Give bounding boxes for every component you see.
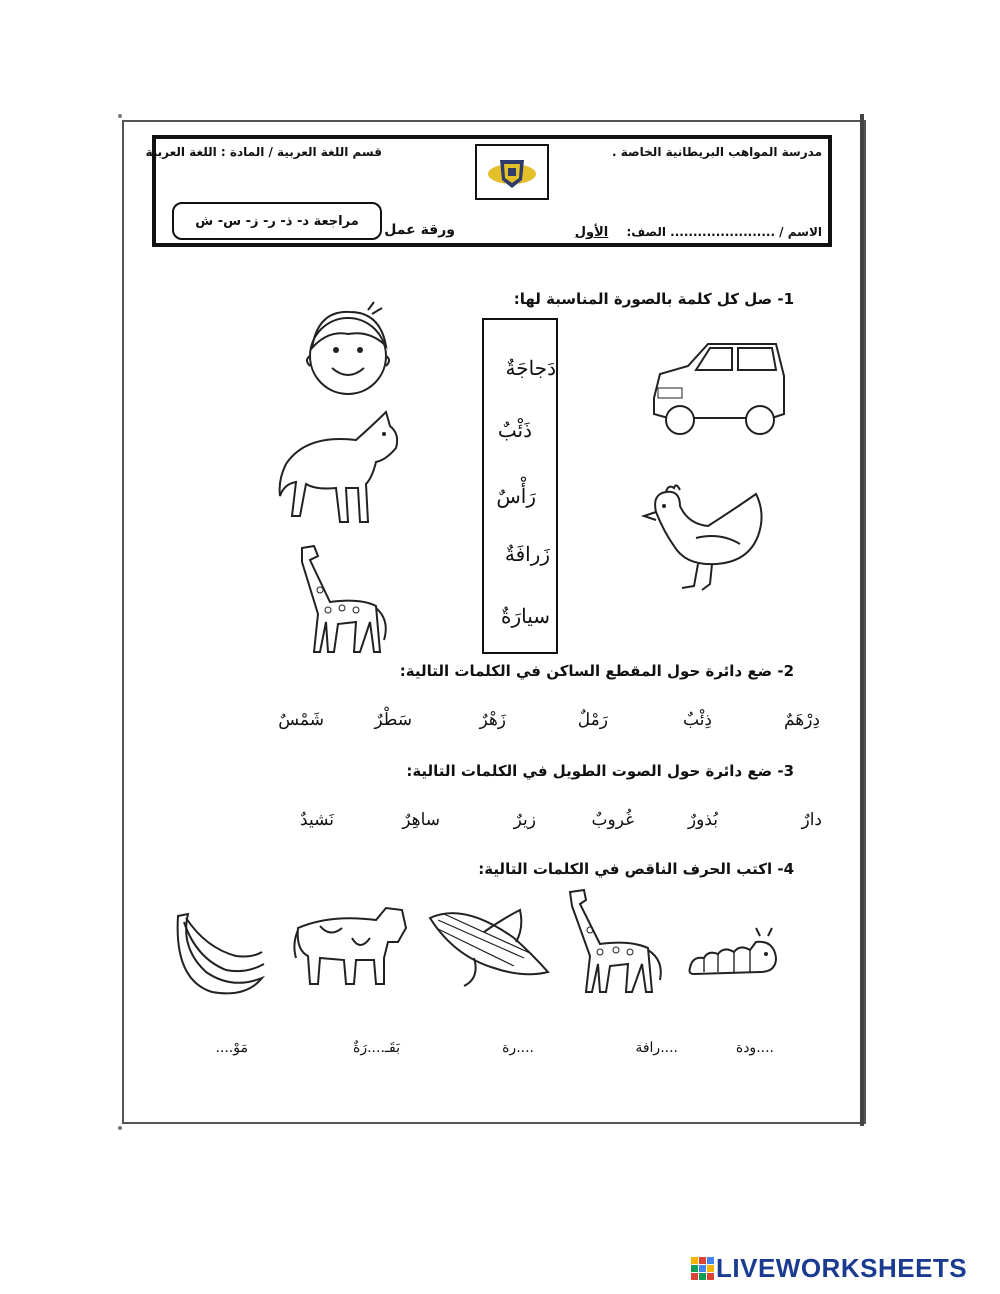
question-4-title: 4- اكتب الحرف الناقص في الكلمات التالية: [478,860,794,878]
worksheet-label: ورقة عمل [384,222,455,238]
q2-word-6[interactable]: شَمْسٌ [278,710,324,730]
brand-name: LIVEWORKSHEETS [716,1253,968,1283]
banana-image [166,908,270,998]
q3-word-4[interactable]: زيرٌ [513,810,536,830]
q4-blank-5[interactable]: مَوْ.... [215,1040,248,1056]
word-head[interactable]: رَأْسٌ [496,484,536,508]
department-label: قسم اللغة العربية / المادة : اللغة العربية [145,145,382,159]
chicken-image [636,484,786,594]
q4-blank-3[interactable]: ....رة [502,1040,534,1056]
giraffe-image [280,540,400,658]
worm-image [684,926,780,982]
word-wolf[interactable]: ذَئْبٌ [497,418,532,442]
wolf-image [276,404,406,528]
q2-word-4[interactable]: زَهْرٌ [479,710,506,730]
q3-word-2[interactable]: بُذورٌ [687,810,718,830]
q3-word-1[interactable]: دارٌ [801,810,822,830]
q3-word-3[interactable]: غُروبٌ [591,810,634,830]
word-car[interactable]: سيارَةٌ [500,604,550,628]
q3-word-6[interactable]: نَشيدٌ [300,810,334,830]
q2-word-1[interactable]: دِرْهَمٌ [783,710,820,730]
review-letters-box [172,202,382,240]
name-label: الاسم / ....................... الصف: [626,225,822,239]
q4-blank-1[interactable]: ....ودة [735,1040,774,1056]
word-chicken[interactable]: دَجاجَةٌ [505,356,556,380]
corner-mark [118,1126,122,1130]
q2-word-3[interactable]: رَمْلٌ [577,710,608,730]
corn-image [424,898,556,990]
boy-face-image [298,300,398,400]
question-3-title: 3- ضع دائرة حول الصوت الطويل في الكلمات التالية: [406,762,794,780]
name-grade-field [575,225,822,240]
giraffe-image-2 [560,884,672,998]
corner-mark [118,114,122,118]
liveworksheets-logo[interactable] [690,1253,967,1284]
word-giraffe[interactable]: زَرافَةٌ [504,542,550,566]
cow-image [290,898,412,992]
q4-blank-4[interactable]: بَقَـ....رَةٌ [353,1040,400,1056]
q2-word-5[interactable]: سَطْرٌ [374,710,412,730]
grade-value: الأول [574,225,609,240]
q4-blank-2[interactable]: ....رافة [635,1040,678,1056]
car-image [648,336,788,440]
liveworksheets-icon [690,1256,716,1282]
question-1-title: 1- صل كل كلمة بالصورة المناسبة لها: [513,290,794,308]
q3-word-5[interactable]: ساهِرٌ [402,810,440,830]
school-logo [475,144,549,200]
q2-word-2[interactable]: ذِئْبٌ [683,710,712,730]
page-edge [860,114,864,1126]
school-name: مدرسة المواهب البريطانية الخاصة . [612,145,822,159]
question-2-title: 2- ضع دائرة حول المقطع الساكن في الكلمات التالية: [399,662,794,680]
review-title: مراجعة د- ذ- ر- ز- س- ش [195,213,359,229]
